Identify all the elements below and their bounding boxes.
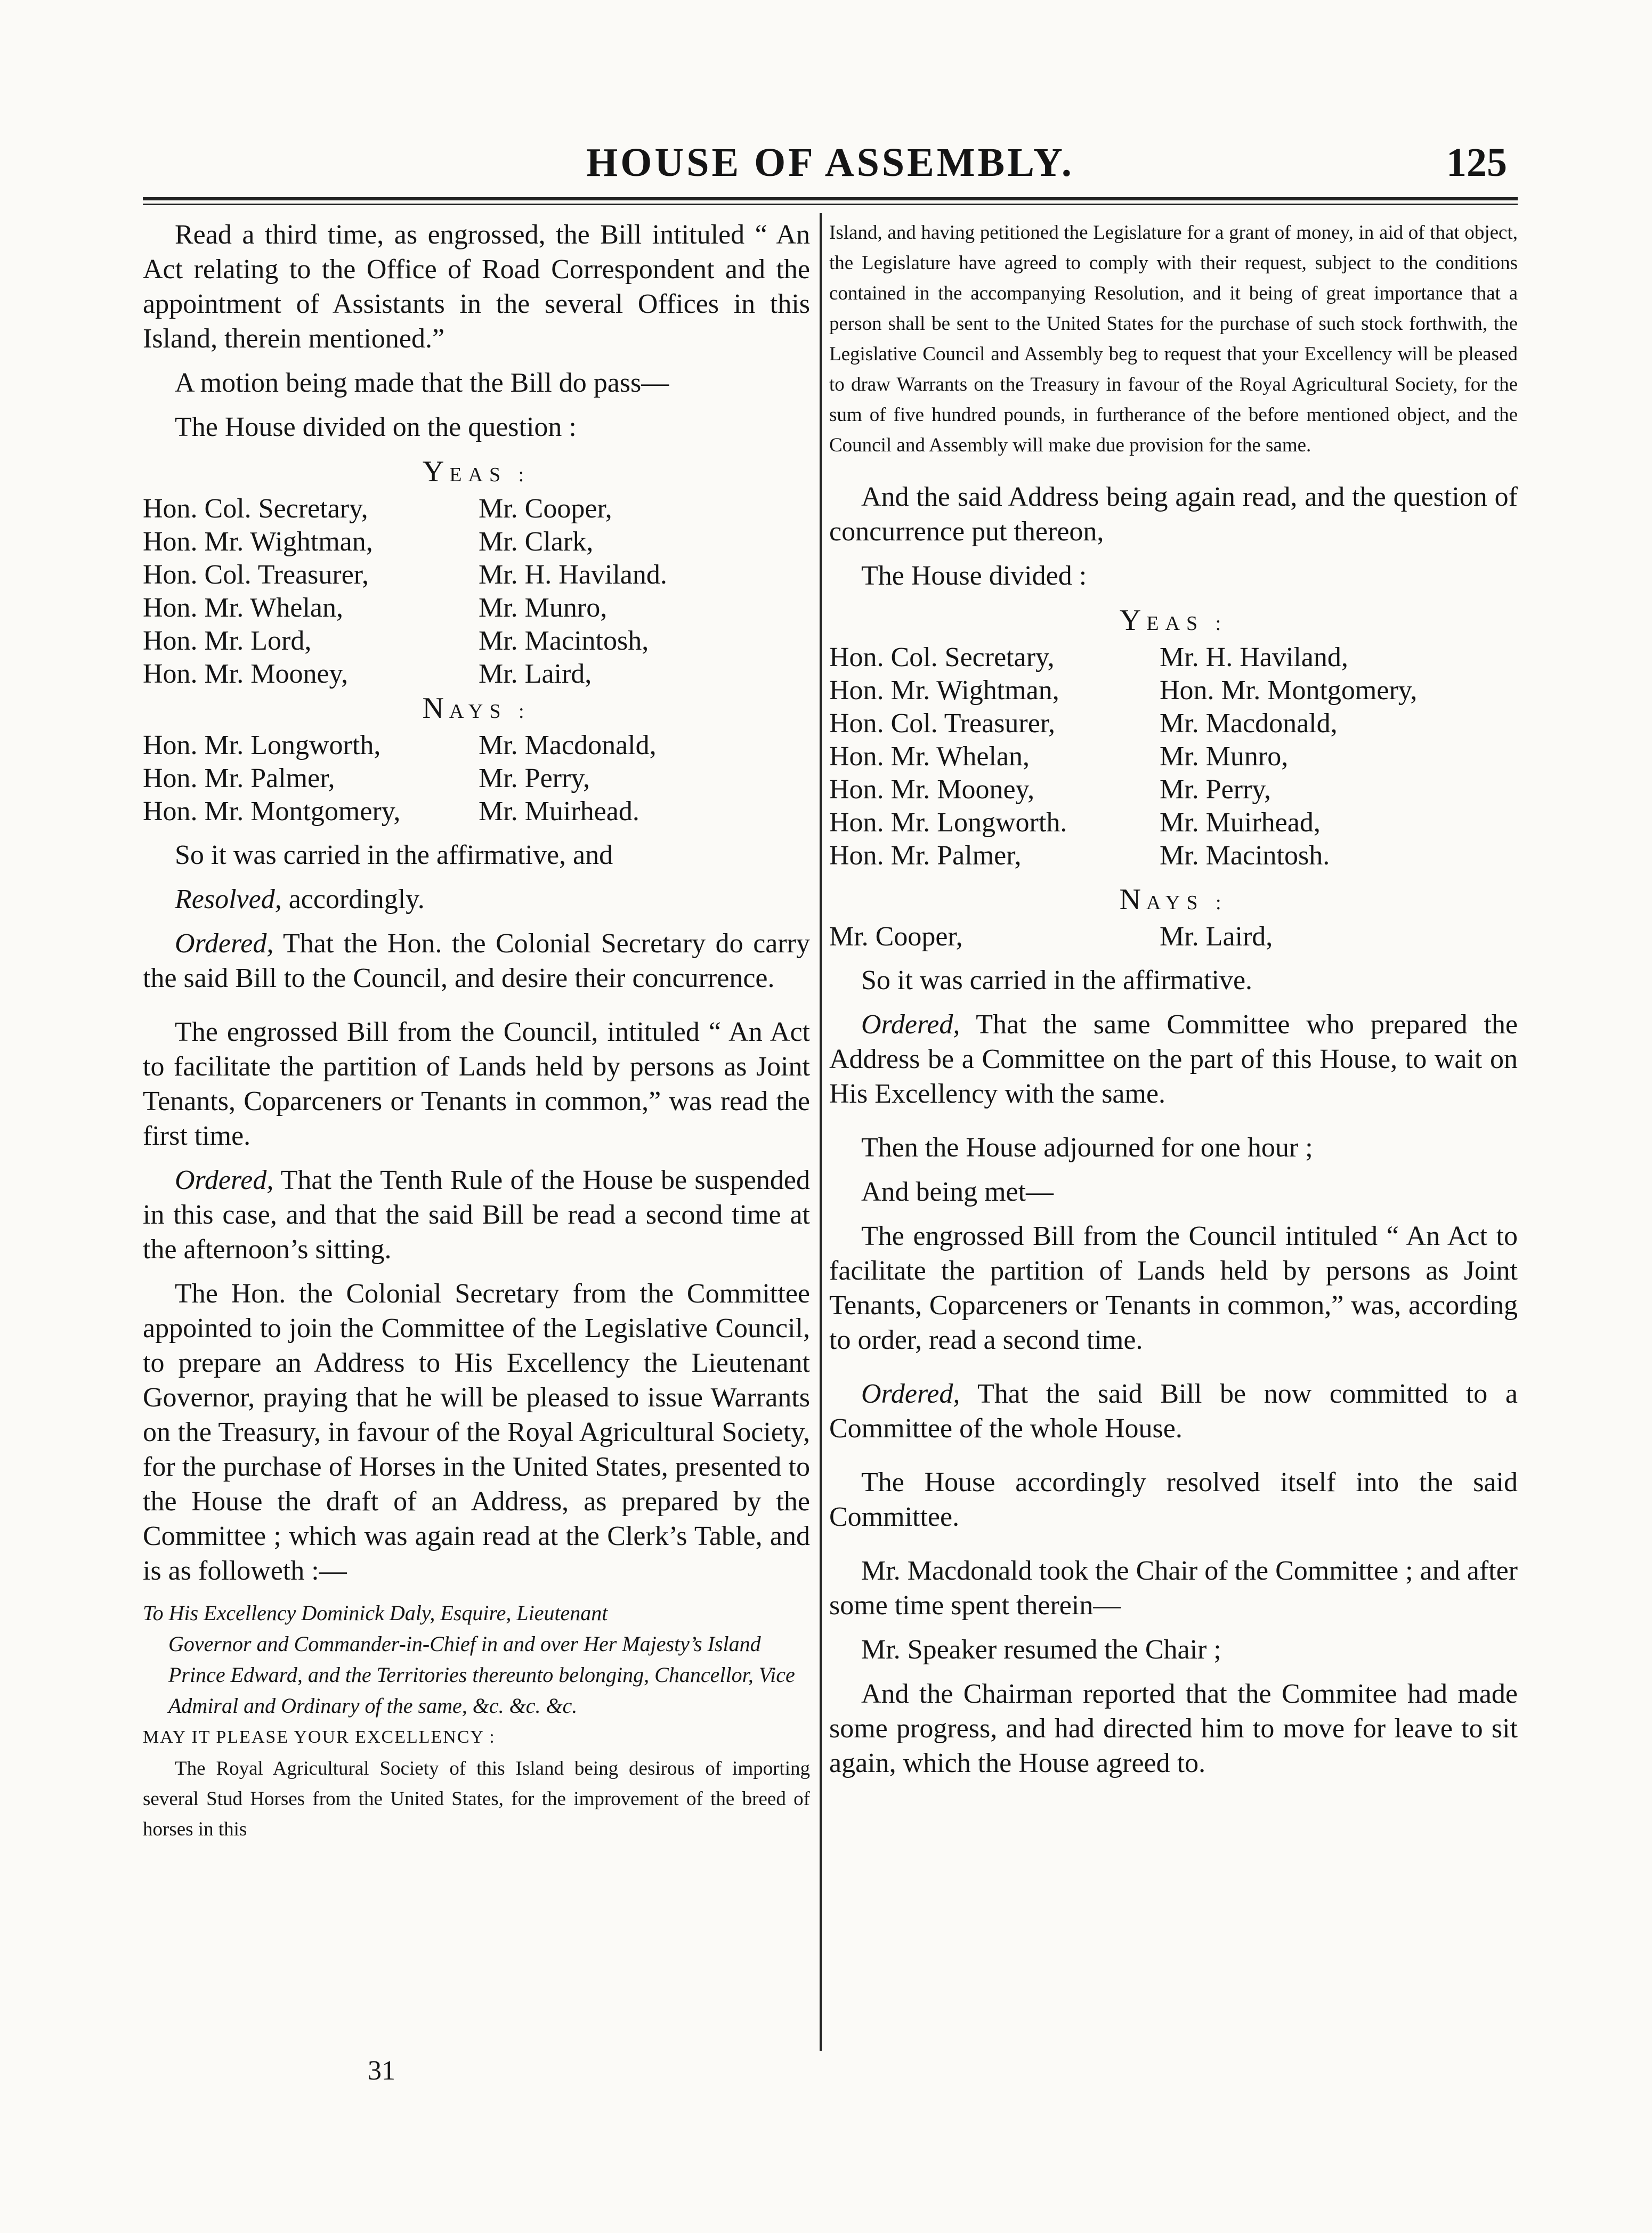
list-item: Mr. Muirhead. bbox=[479, 796, 639, 827]
paragraph-chairman-reported: And the Chairman reported that the Commitee had made some progress, and had directed him to move for leave to sit again, which the House agreed to. bbox=[829, 1679, 1518, 1778]
list-item: Mr. Perry, bbox=[479, 763, 590, 794]
nays-list bbox=[143, 729, 810, 828]
list-item: Hon. Mr. Wightman, bbox=[829, 675, 1059, 706]
list-item: Hon. Mr. Palmer, bbox=[143, 763, 335, 794]
yeas-list bbox=[829, 641, 1518, 872]
right-column bbox=[829, 217, 1518, 1781]
paragraph-house-divided: The House divided : bbox=[861, 561, 1087, 591]
list-item: Hon. Mr. Palmer, bbox=[829, 840, 1022, 871]
list-item: Mr. Cooper, bbox=[829, 921, 963, 952]
list-item: Mr. Macdonald, bbox=[1160, 708, 1338, 739]
list-item: Mr. Macdonald, bbox=[479, 730, 657, 760]
list-item: Hon. Mr. Mooney, bbox=[143, 659, 349, 689]
list-item: Hon. Mr. Whelan, bbox=[829, 741, 1030, 772]
paragraph-ordered-committee: Ordered, That the same Committee who prepared the Address be a Committee on the part of this House, to wait on His Excellency with the same. bbox=[829, 1009, 1518, 1109]
list-item: Hon. Mr. Whelan, bbox=[143, 593, 343, 623]
paragraph-resolved-committee: The House accordingly resolved itself into the said Committee. bbox=[829, 1467, 1518, 1532]
page-number: 125 bbox=[1446, 140, 1507, 185]
list-item: Hon. Mr. Longworth. bbox=[829, 807, 1067, 838]
yeas-heading: YEAS : bbox=[422, 455, 531, 488]
page-header bbox=[143, 140, 1518, 193]
paragraph-adjourned: Then the House adjourned for one hour ; bbox=[861, 1132, 1313, 1163]
paragraph-carried-affirmative: So it was carried in the affirmative. bbox=[861, 965, 1253, 996]
address-recipient: To His Excellency Dominick Daly, Esquire, Lieutenant Governor and Commander-in-Chief in and over Her Majesty’s Island Prince Edward, and the Territories thereunto belonging, Chancellor, Vice Admiral and Ordinary of the same, &c. &c. &c. bbox=[143, 1601, 795, 1718]
list-item: Mr. Macintosh. bbox=[1160, 840, 1330, 871]
paragraph-ordered-committed: Ordered, That the said Bill be now committed to a Committee of the whole House. bbox=[829, 1379, 1518, 1444]
paragraph-ordered-suspend: Ordered, That the Tenth Rule of the House be suspended in this case, and that the said Bill be read a second time at the afternoon’s sitting. bbox=[143, 1165, 810, 1265]
paragraph-speaker-resumed: Mr. Speaker resumed the Chair ; bbox=[861, 1635, 1221, 1665]
nays-heading: NAYS : bbox=[1119, 883, 1228, 916]
list-item: Hon. Mr. Montgomery, bbox=[143, 796, 401, 827]
list-item: Hon. Col. Secretary, bbox=[829, 642, 1055, 673]
paragraph-took-chair: Mr. Macdonald took the Chair of the Committee ; and after some time spent therein— bbox=[829, 1556, 1518, 1621]
yeas-list bbox=[143, 492, 810, 691]
paragraph-third-reading: Read a third time, as engrossed, the Bill intituled “ An Act relating to the Office of Road Correspondent and the appointment of Assistants in the several Offices in this Island, therein mentioned.” bbox=[143, 220, 810, 354]
paragraph-engrossed-bill: The engrossed Bill from the Council, intituled “ An Act to facilitate the partition of Lands held by persons as Joint Tenants, Coparceners or Tenants in common,” was read the first time. bbox=[143, 1017, 810, 1151]
list-item: Hon. Mr. Mooney, bbox=[829, 774, 1035, 805]
list-item: Hon. Mr. Longworth, bbox=[143, 730, 381, 760]
list-item: Mr. Macintosh, bbox=[479, 626, 649, 656]
paragraph-division: The House divided on the question : bbox=[175, 412, 577, 442]
paragraph-address-read: And the said Address being again read, and the question of concurrence put thereon, bbox=[829, 482, 1518, 547]
list-item: Hon. Col. Treasurer, bbox=[143, 560, 369, 590]
list-item: Mr. Munro, bbox=[479, 593, 608, 623]
list-item: Mr. Perry, bbox=[1160, 774, 1271, 805]
list-item: Mr. Munro, bbox=[1160, 741, 1289, 772]
list-item: Hon. Mr. Lord, bbox=[143, 626, 312, 656]
address-salutation: MAY IT PLEASE YOUR EXCELLENCY : bbox=[143, 1727, 496, 1747]
list-item: Mr. H. Haviland, bbox=[1160, 642, 1348, 673]
header-rule-thin bbox=[143, 204, 1518, 205]
list-item: Mr. Laird, bbox=[1160, 921, 1273, 952]
paragraph-carried: So it was carried in the affirmative, and bbox=[175, 840, 613, 870]
nays-list bbox=[829, 920, 1518, 953]
column-divider bbox=[820, 213, 822, 2051]
paragraph-motion: A motion being made that the Bill do pass— bbox=[175, 368, 669, 398]
address-body: The Royal Agricultural Society of this Island being desirous of importing several Stud Horses from the United States, for the improvement of the breed of horses in this bbox=[143, 1758, 810, 1840]
page-title: HOUSE OF ASSEMBLY. bbox=[586, 140, 1074, 185]
list-item: Mr. Clark, bbox=[479, 527, 594, 557]
paragraph-ordered-carry: Ordered, That the Hon. the Colonial Secretary do carry the said Bill to the Council, and desire their concurrence. bbox=[143, 928, 810, 993]
paragraph-second-reading: The engrossed Bill from the Council intituled “ An Act to facilitate the partition of Lands held by persons as Joint Tenants, Coparceners or Tenants in common,” was, according to order, read a second time. bbox=[829, 1221, 1518, 1355]
list-item: Hon. Mr. Wightman, bbox=[143, 527, 373, 557]
yeas-heading: YEAS : bbox=[1119, 604, 1228, 637]
left-column bbox=[143, 217, 810, 1844]
list-item: Hon. Mr. Montgomery, bbox=[1160, 675, 1418, 706]
folio-signature: 31 bbox=[368, 2056, 395, 2086]
list-item: Mr. Cooper, bbox=[479, 493, 612, 524]
nays-heading: NAYS : bbox=[422, 692, 531, 725]
list-item: Mr. Muirhead, bbox=[1160, 807, 1321, 838]
paragraph-being-met: And being met— bbox=[861, 1177, 1054, 1207]
list-item: Mr. H. Haviland. bbox=[479, 560, 667, 590]
paragraph-committee-report: The Hon. the Colonial Secretary from the Committee appointed to join the Committee of the Legislative Council, to prepare an Address to His Excellency the Lieutenant Governor, praying that he will be pleased to issue Warrants on the Treasury, in favour of the Royal Agricultural Society, for the purchase of Horses in the United States, presented to the House the draft of an Address, as prepared by the Committee ; which was again read at the Clerk’s Table, and is as followeth :— bbox=[143, 1279, 810, 1586]
list-item: Hon. Col. Secretary, bbox=[143, 493, 368, 524]
paragraph-resolved: Resolved, accordingly. bbox=[175, 884, 425, 915]
address-continuation: Island, and having petitioned the Legislature for a grant of money, in aid of that object, the Legislature have agreed to comply with their request, subject to the conditions contained in the accompanying Resolution, and it being of great importance that a person shall be sent to the United States for the purchase of such stock forthwith, the Legislative Council and Assembly beg to request that your Excellency will be pleased to draw Warrants on the Treasury in favour of the Royal Agricultural Society, for the sum of five hundred pounds, in furtherance of the before mentioned object, and the Council and Assembly will make due provision for the same. bbox=[829, 222, 1518, 456]
header-rule-thick bbox=[143, 197, 1518, 200]
list-item: Hon. Col. Treasurer, bbox=[829, 708, 1056, 739]
list-item: Mr. Laird, bbox=[479, 659, 592, 689]
